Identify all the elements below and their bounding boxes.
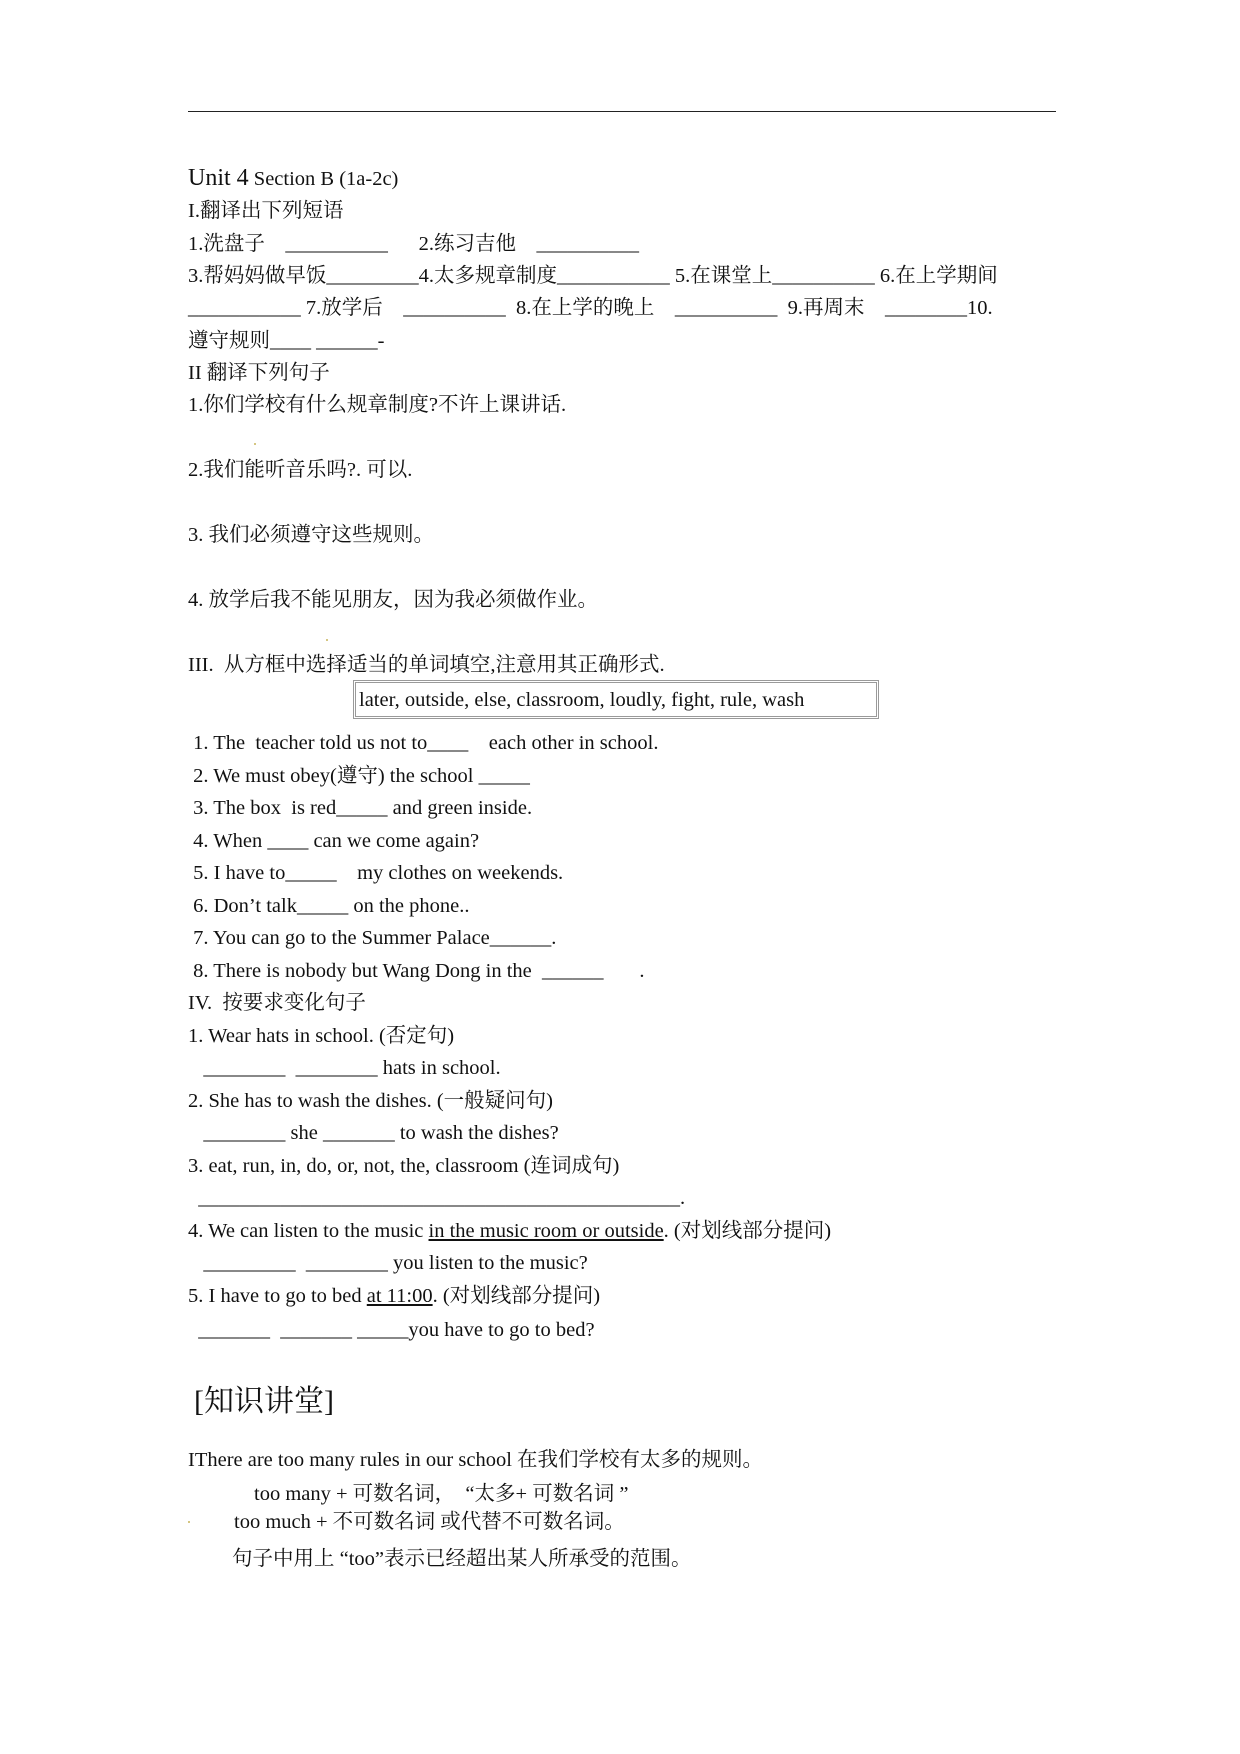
part3-title: III. 从方框中选择适当的单词填空,注意用其正确形式. — [188, 654, 665, 676]
header-rule — [188, 111, 1056, 112]
part4-question-2: 2. She has to wash the dishes. (一般疑问句) — [188, 1090, 553, 1112]
part4-question-3: 3. eat, run, in, do, or, not, the, classroom (连词成句) — [188, 1155, 620, 1177]
word-box — [353, 680, 879, 719]
knowledge-line-3: too much + 不可数名词 或代替不可数名词。 — [234, 1511, 625, 1533]
knowledge-line-1: IThere are too many rules in our school 在我们学校有太多的规则。 — [188, 1449, 764, 1471]
part1-line-2: 3.帮妈妈做早饭_________4.太多规章制度___________ 5.在课堂上__________ 6.在上学期间 — [188, 265, 998, 287]
section-label: Section B (1a-2c) — [248, 168, 399, 190]
q4-text-post: . (对划线部分提问) — [663, 1220, 832, 1242]
part3-item-7: 7. You can go to the Summer Palace______. — [188, 927, 557, 949]
part4-question-4 — [188, 1218, 831, 1244]
part4-answer-2: ________ she _______ to wash the dishes? — [188, 1122, 559, 1144]
q5-text-post: . (对划线部分提问) — [432, 1285, 601, 1307]
part3-item-8: 8. There is nobody but Wang Dong in the ______ . — [188, 960, 645, 982]
q4-text-pre: 4. We can listen to the music — [188, 1220, 429, 1242]
part3-item-6: 6. Don’t talk_____ on the phone.. — [188, 895, 470, 917]
part2-sentence-2: 2.我们能听音乐吗?. 可以. — [188, 459, 413, 481]
part4-question-1: 1. Wear hats in school. (否定句) — [188, 1025, 455, 1047]
part1-line-3: ___________ 7.放学后 __________ 8.在上学的晚上 __________ 9.再周末 ________10. — [188, 297, 993, 319]
q4-underlined-part: in the music room or outside — [428, 1220, 664, 1242]
part1-title: I.翻译出下列短语 — [188, 200, 344, 222]
knowledge-line-4: 句子中用上 “too”表示已经超出某人所承受的范围。 — [232, 1548, 692, 1570]
part3-item-2: 2. We must obey(遵守) the school _____ — [188, 765, 530, 787]
part4-question-5 — [188, 1283, 600, 1309]
part3-item-3: 3. The box is red_____ and green inside. — [188, 797, 533, 819]
q5-text-pre: 5. I have to go to bed — [188, 1285, 367, 1307]
part2-title: II 翻译下列句子 — [188, 362, 330, 384]
part4-answer-4: _________ ________ you listen to the music? — [188, 1252, 588, 1274]
part4-title: IV. 按要求变化句子 — [188, 992, 366, 1014]
speck — [326, 639, 328, 641]
part1-line-4: 遵守规则____ ______- — [188, 330, 385, 352]
part2-sentence-4: 4. 放学后我不能见朋友，因为我必须做作业。 — [188, 589, 598, 611]
part4-answer-5: _______ _______ _____you have to go to bed? — [188, 1319, 595, 1341]
worksheet-title — [188, 165, 398, 192]
part1-line-1: 1.洗盘子 __________ 2.练习吉他 __________ — [188, 233, 639, 255]
unit-label: Unit 4 — [188, 165, 249, 191]
part3-item-5: 5. I have to_____ my clothes on weekends. — [188, 862, 564, 884]
speck — [188, 1521, 190, 1523]
speck — [254, 443, 256, 445]
part2-sentence-1: 1.你们学校有什么规章制度?不许上课讲话. — [188, 394, 567, 416]
part3-item-1: 1. The teacher told us not to____ each other in school. — [188, 732, 659, 754]
part4-answer-1: ________ ________ hats in school. — [188, 1057, 501, 1079]
part2-sentence-3: 3. 我们必须遵守这些规则。 — [188, 524, 434, 546]
part3-item-4: 4. When ____ can we come again? — [188, 830, 480, 852]
knowledge-line-2: too many + 可数名词， “太多+ 可数名词 ” — [254, 1483, 629, 1505]
word-box-text: later, outside, else, classroom, loudly, fight, rule, wash — [359, 689, 805, 711]
knowledge-title: [知识讲堂] — [194, 1385, 334, 1418]
q5-underlined-part: at 11:00 — [366, 1285, 433, 1307]
part4-answer-3: _______________________________________________. — [188, 1187, 686, 1209]
